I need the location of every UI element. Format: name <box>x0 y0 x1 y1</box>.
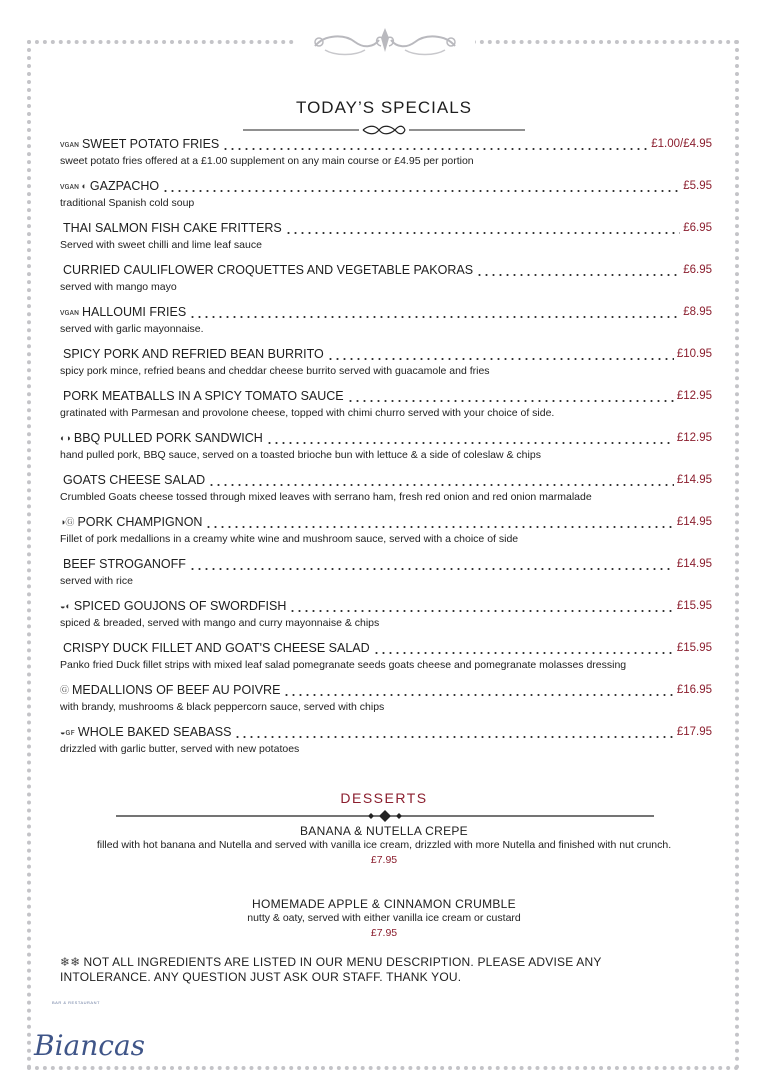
dot-leader <box>327 358 674 360</box>
item-name: SPICY PORK AND REFRIED BEAN BURRITO <box>63 347 324 361</box>
menu-item <box>60 135 712 177</box>
dessert-item <box>80 897 688 939</box>
item-price: £15.95 <box>676 642 712 654</box>
dot-leader <box>222 148 648 150</box>
item-price: £6.95 <box>683 222 712 234</box>
logo-tagline: BAR & RESTAURANT <box>52 1000 100 1005</box>
item-description: spicy pork mince, refried beans and cheddar cheese burrito served with guacamole and fries <box>60 365 490 377</box>
menu-item <box>60 219 712 261</box>
dessert-item <box>80 824 688 866</box>
scroll-ornament-icon <box>295 22 475 64</box>
dot-leader <box>373 652 674 654</box>
item-name: HALLOUMI FRIES <box>81 305 187 319</box>
item-description: Panko fried Duck fillet strips with mixed leaf salad pomegranate seeds goats cheese and pomegranate molasses dressing <box>60 659 627 671</box>
item-name: SWEET POTATO FRIES <box>81 137 220 151</box>
dietary-icon: ◒ɢꜰ <box>60 727 75 737</box>
menu-item <box>60 681 712 723</box>
dessert-name: HOMEMADE APPLE & CINNAMON CRUMBLE <box>252 897 516 911</box>
item-name: BEEF STROGANOFF <box>63 557 186 571</box>
item-name: GAZPACHO <box>89 179 160 193</box>
item-description: Fillet of pork medallions in a creamy white wine and mushroom sauce, served with a choice of side <box>60 533 519 545</box>
page-title: TODAY’S SPECIALS <box>296 98 472 117</box>
item-price: £1.00/£4.95 <box>651 138 712 150</box>
dessert-price: £7.95 <box>370 927 398 939</box>
dot-leader <box>289 610 673 612</box>
dietary-icon: ◑Ⓖ <box>60 517 75 527</box>
item-price: £14.95 <box>676 474 712 486</box>
item-description: served with mango mayo <box>60 281 177 293</box>
item-price: £14.95 <box>676 516 712 528</box>
notice-text: NOT ALL INGREDIENTS ARE LISTED IN OUR MENU DESCRIPTION. PLEASE ADVISE ANY INTOLERANCE. ANY QUESTION JUST ASK OUR STAFF. THANK YOU. <box>60 955 602 984</box>
item-description: Served with sweet chilli and lime leaf sauce <box>60 239 262 251</box>
menu-item <box>60 639 712 681</box>
item-description: gratinated with Parmesan and provolone cheese, topped with chimi churro served with your choice of side. <box>60 407 555 419</box>
menu-item <box>60 303 712 345</box>
item-price: £6.95 <box>683 264 712 276</box>
dessert-description: nutty & oaty, served with either vanilla ice cream or custard <box>247 912 521 924</box>
item-description: served with rice <box>60 575 133 587</box>
menu-item <box>60 555 712 597</box>
biancas-logo <box>34 1022 144 1070</box>
dietary-icon: Ⓖ <box>60 685 70 695</box>
allergy-notice <box>60 955 660 985</box>
dessert-name: BANANA & NUTELLA CREPE <box>300 824 468 838</box>
dietary-icon: ᴠɢᴀɴ <box>60 307 79 317</box>
item-description: Crumbled Goats cheese tossed through mixed leaves with serrano ham, fresh red onion and red onion marmalade <box>60 491 592 503</box>
menu-item <box>60 177 712 219</box>
item-description: traditional Spanish cold soup <box>60 197 195 209</box>
item-price: £12.95 <box>676 390 712 402</box>
item-description: sweet potato fries offered at a £1.00 supplement on any main course or £4.95 per portion <box>60 155 474 167</box>
item-name: SPICED GOUJONS OF SWORDFISH <box>73 599 287 613</box>
item-description: spiced & breaded, served with mango and curry mayonnaise & chips <box>60 617 380 629</box>
item-name: BBQ PULLED PORK SANDWICH <box>73 431 263 445</box>
menu-item <box>60 429 712 471</box>
dot-leader <box>205 526 673 528</box>
desserts-heading: DESSERTS <box>340 790 428 806</box>
dot-leader <box>234 736 673 738</box>
dietary-icon: ᴠɢᴀɴ ◐ <box>60 181 87 191</box>
dot-leader <box>189 568 674 570</box>
item-name: PORK CHAMPIGNON <box>77 515 203 529</box>
item-price: £14.95 <box>676 558 712 570</box>
dot-leader <box>208 484 674 486</box>
dessert-price: £7.95 <box>370 854 398 866</box>
item-price: £8.95 <box>683 306 712 318</box>
dot-leader <box>266 442 674 444</box>
item-price: £5.95 <box>683 180 712 192</box>
item-description: hand pulled pork, BBQ sauce, served on a toasted brioche bun with lettuce & a side of coleslaw & chips <box>60 449 541 461</box>
item-price: £16.95 <box>676 684 712 696</box>
item-price: £17.95 <box>676 726 712 738</box>
item-name: GOATS CHEESE SALAD <box>63 473 206 487</box>
item-name: WHOLE BAKED SEABASS <box>77 725 232 739</box>
dietary-icon: ◐◑ <box>60 433 71 443</box>
desserts-divider <box>116 809 654 823</box>
dot-leader <box>162 190 680 192</box>
dot-leader <box>347 400 674 402</box>
menu-item <box>60 261 712 303</box>
item-description: served with garlic mayonnaise. <box>60 323 204 335</box>
item-price: £10.95 <box>676 348 712 360</box>
menu-item <box>60 345 712 387</box>
dot-leader <box>285 232 680 234</box>
menu-item <box>60 723 712 765</box>
dessert-description: filled with hot banana and Nutella and served with vanilla ice cream, drizzled with more Nutella and finished with nut crunch. <box>96 839 672 851</box>
item-price: £12.95 <box>676 432 712 444</box>
menu-item <box>60 597 712 639</box>
menu-item <box>60 387 712 429</box>
item-name: CURRIED CAULIFLOWER CROQUETTES AND VEGETABLE PAKORAS <box>63 263 474 277</box>
item-price: £15.95 <box>676 600 712 612</box>
item-name: THAI SALMON FISH CAKE FRITTERS <box>63 221 282 235</box>
specials-list <box>60 135 712 765</box>
item-name: PORK MEATBALLS IN A SPICY TOMATO SAUCE <box>63 389 344 403</box>
menu-item <box>60 471 712 513</box>
item-name: MEDALLIONS OF BEEF AU POIVRE <box>72 683 281 697</box>
dot-leader <box>476 274 680 276</box>
item-name: CRISPY DUCK FILLET AND GOAT'S CHEESE SALAD <box>63 641 370 655</box>
dot-leader <box>283 694 673 696</box>
dietary-icon: ◒◐ <box>60 601 71 611</box>
logo-text: Biancas <box>34 1029 146 1062</box>
menu-item <box>60 513 712 555</box>
snowflake-icon: ❄❄ <box>60 955 81 969</box>
dot-leader <box>189 316 680 318</box>
dietary-icon: ᴠɢᴀɴ <box>60 139 79 149</box>
item-description: drizzled with garlic butter, served with new potatoes <box>60 743 300 755</box>
item-description: with brandy, mushrooms & black peppercorn sauce, served with chips <box>60 701 385 713</box>
